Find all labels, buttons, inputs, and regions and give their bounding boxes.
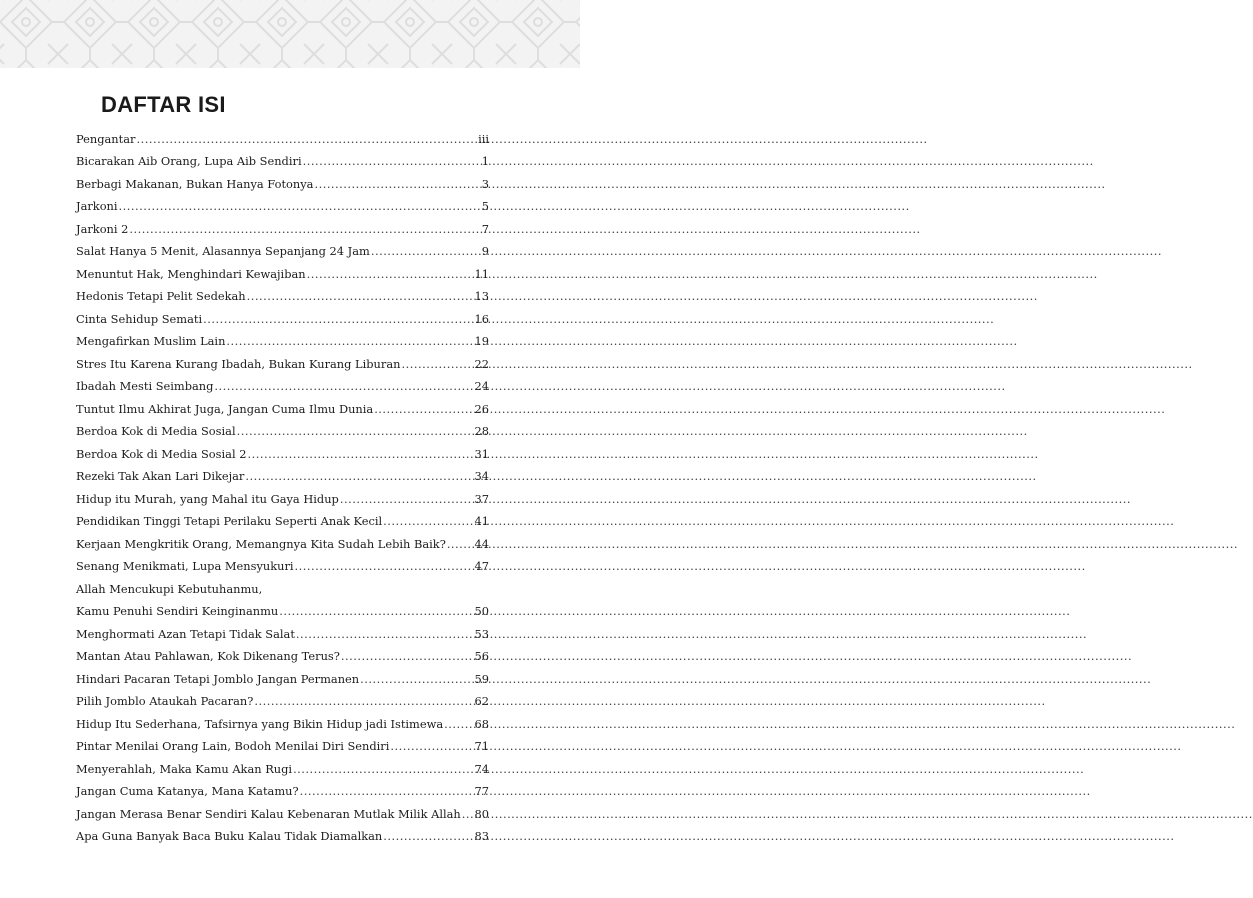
toc-entry-title: Mantan Atau Pahlawan, Kok Dikenang Terus? <box>76 649 340 663</box>
toc-entry <box>76 709 489 732</box>
dot-leader <box>119 198 476 214</box>
dot-leader <box>254 693 473 709</box>
dot-leader <box>307 266 474 282</box>
toc-entry <box>76 597 489 620</box>
dot-leader <box>300 783 474 799</box>
toc-entry <box>76 169 489 192</box>
toc-entry-page: 37 <box>474 491 489 506</box>
toc-entry <box>76 124 489 147</box>
toc-entry <box>76 822 489 845</box>
toc-entry-page: 16 <box>474 311 489 326</box>
dot-leader <box>341 648 474 664</box>
dot-leader <box>245 468 473 484</box>
toc-entry-page: 7 <box>481 221 489 236</box>
toc-entry-page: 3 <box>481 176 489 191</box>
toc-entry <box>76 327 489 350</box>
toc-entry-title: Jarkoni <box>76 199 118 213</box>
dot-leader <box>314 176 476 192</box>
toc-entry-title: Menuntut Hak, Menghindari Kewajiban <box>76 266 306 281</box>
toc-entry-page: 47 <box>474 559 489 573</box>
toc-entry-page: 1 <box>481 154 489 168</box>
toc-entry-page: 28 <box>474 424 489 438</box>
toc-entry <box>76 439 489 462</box>
toc-entry-title: Jarkoni 2 <box>76 221 129 236</box>
toc-entry-title: Hidup Itu Sederhana, Tafsirnya yang Bikin Hidup jadi Istimewa <box>76 716 444 731</box>
toc-entry <box>76 507 489 530</box>
dot-leader <box>247 288 474 304</box>
toc-entry-page: 44 <box>474 536 489 551</box>
toc-entry-page: 9 <box>481 244 489 258</box>
dot-leader <box>247 446 473 462</box>
toc-entry-title: Allah Mencukupi Kebutuhanmu, <box>76 581 263 596</box>
dot-leader <box>360 671 473 687</box>
toc-entry-page: 24 <box>474 379 489 393</box>
toc-entry-page: 31 <box>474 446 489 461</box>
toc-entry-title: Ibadah Mesti Seimbang <box>76 379 214 393</box>
toc-entry-page: 19 <box>474 334 489 348</box>
toc-entry <box>76 619 489 642</box>
toc-entry-title: Kamu Penuhi Sendiri Keinginanmu <box>76 604 279 618</box>
dot-leader <box>390 738 473 754</box>
toc-entry-page: 26 <box>474 401 489 416</box>
toc-entry-page: 11 <box>474 266 489 281</box>
toc-entry-title: Tuntut Ilmu Akhirat Juga, Jangan Cuma Ilmu Dunia <box>76 401 374 416</box>
toc-entry <box>76 754 489 777</box>
dot-leader <box>129 221 476 237</box>
toc-entry-page: 34 <box>474 469 489 483</box>
toc-entry-title: Pendidikan Tinggi Tetapi Perilaku Seperti Anak Kecil <box>76 514 383 528</box>
toc-entry-title: Pilih Jomblo Ataukah Pacaran? <box>76 694 254 708</box>
toc-entry <box>76 642 489 665</box>
toc-entry-title: Apa Guna Banyak Baca Buku Kalau Tidak Diamalkan <box>76 829 383 843</box>
toc-entry-title: Hedonis Tetapi Pelit Sedekah <box>76 289 246 303</box>
toc-entry-page: 13 <box>474 289 489 303</box>
dot-leader <box>383 513 473 529</box>
toc-entry <box>76 372 489 395</box>
toc-entry-title: Menghormati Azan Tetapi Tidak Salat <box>76 626 295 641</box>
toc-entry <box>76 147 489 170</box>
toc-entry-title: Berbagi Makanan, Bukan Hanya Fotonya <box>76 176 314 191</box>
toc-entry-page: 53 <box>474 626 489 641</box>
toc-entry-title: Pengantar <box>76 131 136 146</box>
toc-entry <box>76 529 489 552</box>
toc-entry-page: 22 <box>474 356 489 371</box>
dot-leader <box>293 761 473 777</box>
toc-entry-title: Pintar Menilai Orang Lain, Bodoh Menilai Diri Sendiri <box>76 739 390 753</box>
toc-entry-title: Cinta Sehidup Semati <box>76 311 203 326</box>
toc-entry-page: 56 <box>474 649 489 663</box>
toc-entry-title: Hindari Pacaran Tetapi Jomblo Jangan Permanen <box>76 671 360 686</box>
toc-entry <box>76 552 489 575</box>
toc-entry <box>76 259 489 282</box>
toc-entry <box>76 687 489 710</box>
toc-entry-title: Rezeki Tak Akan Lari Dikejar <box>76 469 245 483</box>
toc-entry <box>76 799 489 822</box>
decorative-header-pattern <box>0 0 580 68</box>
dot-leader <box>371 243 476 259</box>
toc-entry <box>76 282 489 305</box>
toc-entry-title: Mengafirkan Muslim Lain <box>76 334 226 348</box>
toc-list <box>76 124 489 844</box>
toc-entry-page: 83 <box>474 829 489 843</box>
toc-entry <box>76 664 489 687</box>
dot-leader <box>214 378 473 394</box>
toc-entry-page: 71 <box>474 739 489 753</box>
toc-entry <box>76 214 489 237</box>
toc-entry-page: 62 <box>474 694 489 708</box>
toc-entry-title: Bicarakan Aib Orang, Lupa Aib Sendiri <box>76 154 302 168</box>
dot-leader <box>383 828 473 844</box>
toc-entry <box>76 304 489 327</box>
toc-entry-page: 74 <box>474 761 489 776</box>
toc-entry-title: Jangan Merasa Benar Sendiri Kalau Kebenaran Mutlak Milik Allah <box>76 806 461 821</box>
toc-entry-page: 77 <box>474 784 489 798</box>
toc-entry-title: Stres Itu Karena Kurang Ibadah, Bukan Kurang Liburan <box>76 356 401 371</box>
toc-entry-page: 59 <box>474 671 489 686</box>
toc-entry <box>76 349 489 372</box>
toc-entry-title: Berdoa Kok di Media Sosial 2 <box>76 446 247 461</box>
dot-leader <box>340 491 474 507</box>
toc-entry-title: Jangan Cuma Katanya, Mana Katamu? <box>76 784 299 798</box>
toc-entry <box>76 394 489 417</box>
toc-entry <box>76 192 489 215</box>
toc-heading: DAFTAR ISI <box>101 92 226 117</box>
toc-entry <box>76 484 489 507</box>
dot-leader <box>295 558 474 574</box>
dot-leader <box>303 153 476 169</box>
dot-leader <box>462 806 474 822</box>
toc-entry-page: iii <box>478 131 489 146</box>
toc-entry-page: 41 <box>474 514 489 528</box>
toc-entry-page: 80 <box>474 806 489 821</box>
toc-entry-title: Menyerahlah, Maka Kamu Akan Rugi <box>76 761 293 776</box>
toc-entry <box>76 237 489 260</box>
toc-entry <box>76 574 489 597</box>
toc-entry-page: 50 <box>474 604 489 618</box>
dot-leader <box>447 536 474 552</box>
toc-entry <box>76 732 489 755</box>
dot-leader <box>203 311 473 327</box>
toc-entry-page: 68 <box>474 716 489 731</box>
toc-entry-page: 5 <box>481 199 489 213</box>
toc-entry <box>76 777 489 800</box>
dot-leader <box>226 333 473 349</box>
toc-entry-title: Hidup itu Murah, yang Mahal itu Gaya Hidup <box>76 491 339 506</box>
toc-entry-title: Kerjaan Mengkritik Orang, Memangnya Kita Sudah Lebih Baik? <box>76 536 446 551</box>
dot-leader <box>136 131 476 147</box>
toc-entry-title: Senang Menikmati, Lupa Mensyukuri <box>76 559 294 573</box>
dot-leader <box>279 603 473 619</box>
dot-leader <box>296 626 474 642</box>
dot-leader <box>444 716 473 732</box>
toc-entry-title: Salat Hanya 5 Menit, Alasannya Sepanjang 24 Jam <box>76 244 370 258</box>
dot-leader <box>401 356 473 372</box>
toc-entry-title: Berdoa Kok di Media Sosial <box>76 424 236 438</box>
dot-leader <box>374 401 473 417</box>
dot-leader <box>237 423 474 439</box>
toc-entry <box>76 417 489 440</box>
toc-entry <box>76 462 489 485</box>
